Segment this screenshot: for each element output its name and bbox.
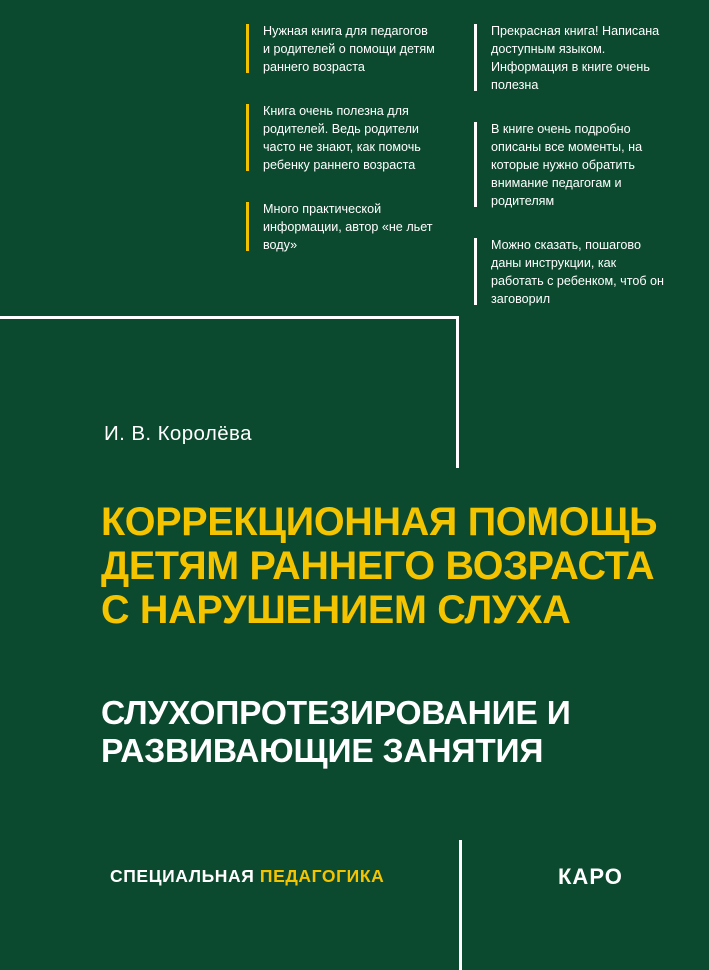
quote-bar-icon [474,122,477,207]
review-quote [246,102,438,174]
review-text: В книге очень подробно описаны все моменты, на которые нужно обратить внимание педагогам и родителям [491,122,643,208]
review-quote [474,22,666,94]
quote-bar-icon [474,238,477,305]
reviews-section [246,22,666,308]
bracket-horizontal-line [0,316,459,319]
review-text: Прекрасная книга! Написана доступным языком. Информация в книге очень полезна [491,24,660,92]
quote-bar-icon [246,202,249,251]
review-quote [246,200,438,254]
review-text: Нужная книга для педагогов и родителей о помощи детям раннего возраста [263,24,435,74]
author-name: И. В. Королёва [104,422,252,445]
series-word-two: ПЕДАГОГИКА [259,866,385,886]
quote-bar-icon [246,24,249,73]
review-quote [474,236,666,308]
review-text: Много практической информации, автор «не льет воду» [263,202,433,252]
book-title-subtitle: СЛУХОПРОТЕЗИРОВАНИЕ И РАЗВИВАЮЩИЕ ЗАНЯТИЯ [101,695,571,771]
quote-bar-icon [474,24,477,91]
book-title-main: КОРРЕКЦИОННАЯ ПОМОЩЬ ДЕТЯМ РАННЕГО ВОЗРАСТА С НАРУШЕНИЕМ СЛУХА [101,500,658,633]
review-text: Книга очень полезна для родителей. Ведь родители часто не знают, как помочь ребенку раннего возраста [263,104,421,172]
footer-divider [459,840,462,970]
bracket-vertical-line [456,316,459,468]
reviews-column-left [246,22,438,308]
series-word-one: СПЕЦИАЛЬНАЯ [110,866,255,886]
review-text: Можно сказать, пошагово даны инструкции, как работать с ребенком, чтоб он заговорил [491,238,664,306]
review-quote [246,22,438,76]
reviews-column-right [474,22,666,308]
publisher-logo: КАРО [558,864,623,889]
series-label [110,866,384,887]
quote-bar-icon [246,104,249,171]
review-quote [474,120,666,210]
